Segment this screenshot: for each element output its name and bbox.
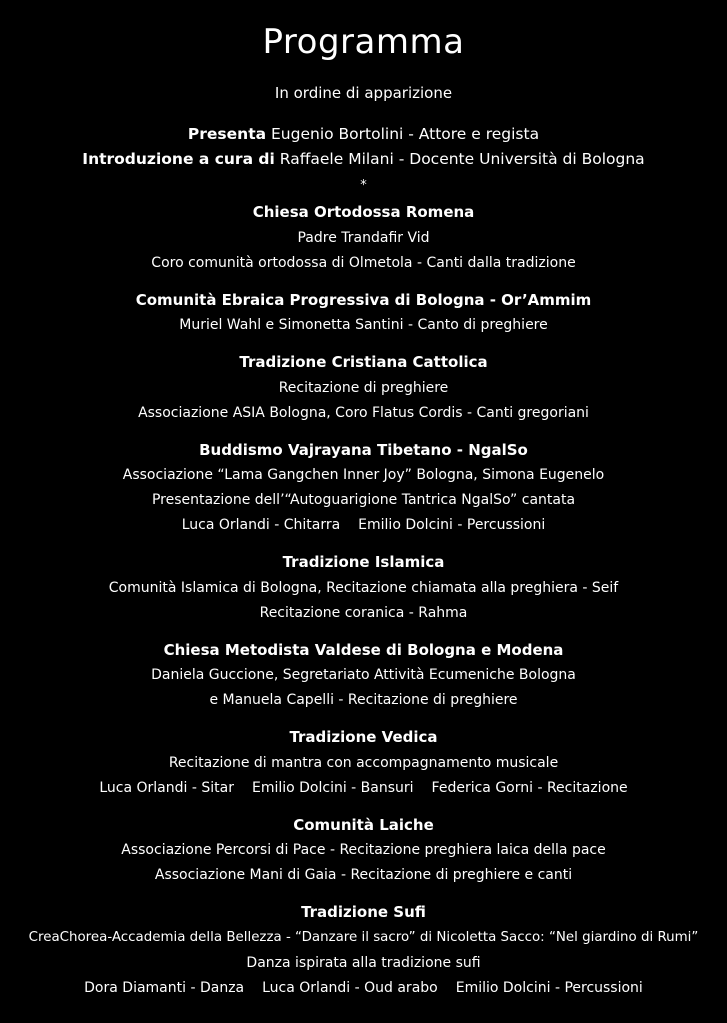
section-line: Presentazione dell’“Autoguarigione Tantrica NgalSo” cantata bbox=[151, 492, 576, 508]
performers-line bbox=[0, 778, 727, 798]
presenter-line bbox=[0, 123, 727, 145]
section-line: Recitazione coranica - Rahma bbox=[259, 605, 468, 621]
performer: Emilio Dolcini - Bansuri bbox=[251, 780, 414, 796]
section-heading: Comunità Laiche bbox=[293, 816, 434, 834]
section-line: Associazione ASIA Bologna, Coro Flatus Cordis - Canti gregoriani bbox=[138, 405, 589, 421]
performer: Emilio Dolcini - Percussioni bbox=[455, 980, 643, 996]
presenter-label: Presenta bbox=[187, 125, 267, 143]
separator: * bbox=[360, 178, 367, 193]
section-heading: Comunità Ebraica Progressiva di Bologna - Or’Ammim bbox=[135, 291, 592, 309]
introduction-line bbox=[0, 148, 727, 170]
section-line: Danza ispirata alla tradizione sufi bbox=[246, 955, 481, 971]
section-line: CreaChorea-Accademia della Bellezza - “Danzare il sacro” di Nicoletta Sacco: “Nel giardino di Rumi” bbox=[28, 930, 699, 945]
section-line: Coro comunità ortodossa di Olmetola - Canti dalla tradizione bbox=[151, 255, 576, 271]
section-line: Daniela Guccione, Segretariato Attività Ecumeniche Bologna bbox=[151, 667, 576, 683]
presenter-text: Eugenio Bortolini - Attore e regista bbox=[271, 125, 540, 143]
section-heading: Tradizione Sufi bbox=[301, 903, 426, 921]
section-line: Muriel Wahl e Simonetta Santini - Canto di preghiere bbox=[179, 317, 548, 333]
performer: Luca Orlandi - Oud arabo bbox=[262, 980, 438, 996]
section-heading: Tradizione Vedica bbox=[289, 728, 438, 746]
section-line: Associazione Percorsi di Pace - Recitazione preghiera laica della pace bbox=[121, 842, 606, 858]
section-heading: Chiesa Metodista Valdese di Bologna e Modena bbox=[163, 641, 564, 659]
performer: Luca Orlandi - Sitar bbox=[99, 780, 234, 796]
section-heading: Tradizione Islamica bbox=[282, 553, 445, 571]
introduction-label: Introduzione a cura di bbox=[82, 150, 275, 168]
section-heading: Buddismo Vajrayana Tibetano - NgalSo bbox=[199, 441, 528, 459]
performer: Federica Gorni - Recitazione bbox=[431, 780, 628, 796]
section-heading: Chiesa Ortodossa Romena bbox=[252, 203, 475, 221]
performers-line bbox=[0, 515, 727, 535]
section-line: e Manuela Capelli - Recitazione di preghiere bbox=[209, 692, 518, 708]
section-line: Padre Trandafir Vid bbox=[297, 230, 430, 246]
performers-line bbox=[0, 978, 727, 998]
page-subtitle: In ordine di apparizione bbox=[274, 84, 453, 102]
performer: Emilio Dolcini - Percussioni bbox=[358, 517, 546, 533]
section-line: Recitazione di preghiere bbox=[278, 380, 449, 396]
introduction-text: Raffaele Milani - Docente Università di Bologna bbox=[279, 150, 645, 168]
section-heading: Tradizione Cristiana Cattolica bbox=[239, 353, 488, 371]
performer: Luca Orlandi - Chitarra bbox=[181, 517, 341, 533]
section-line: Associazione Mani di Gaia - Recitazione di preghiere e canti bbox=[154, 867, 573, 883]
section-line: Comunità Islamica di Bologna, Recitazione chiamata alla preghiera - Seif bbox=[108, 580, 619, 596]
section-line: Recitazione di mantra con accompagnamento musicale bbox=[168, 755, 559, 771]
section-line: Associazione “Lama Gangchen Inner Joy” Bologna, Simona Eugenelo bbox=[122, 467, 605, 483]
performer: Dora Diamanti - Danza bbox=[84, 980, 245, 996]
page-title: Programma bbox=[262, 22, 465, 62]
